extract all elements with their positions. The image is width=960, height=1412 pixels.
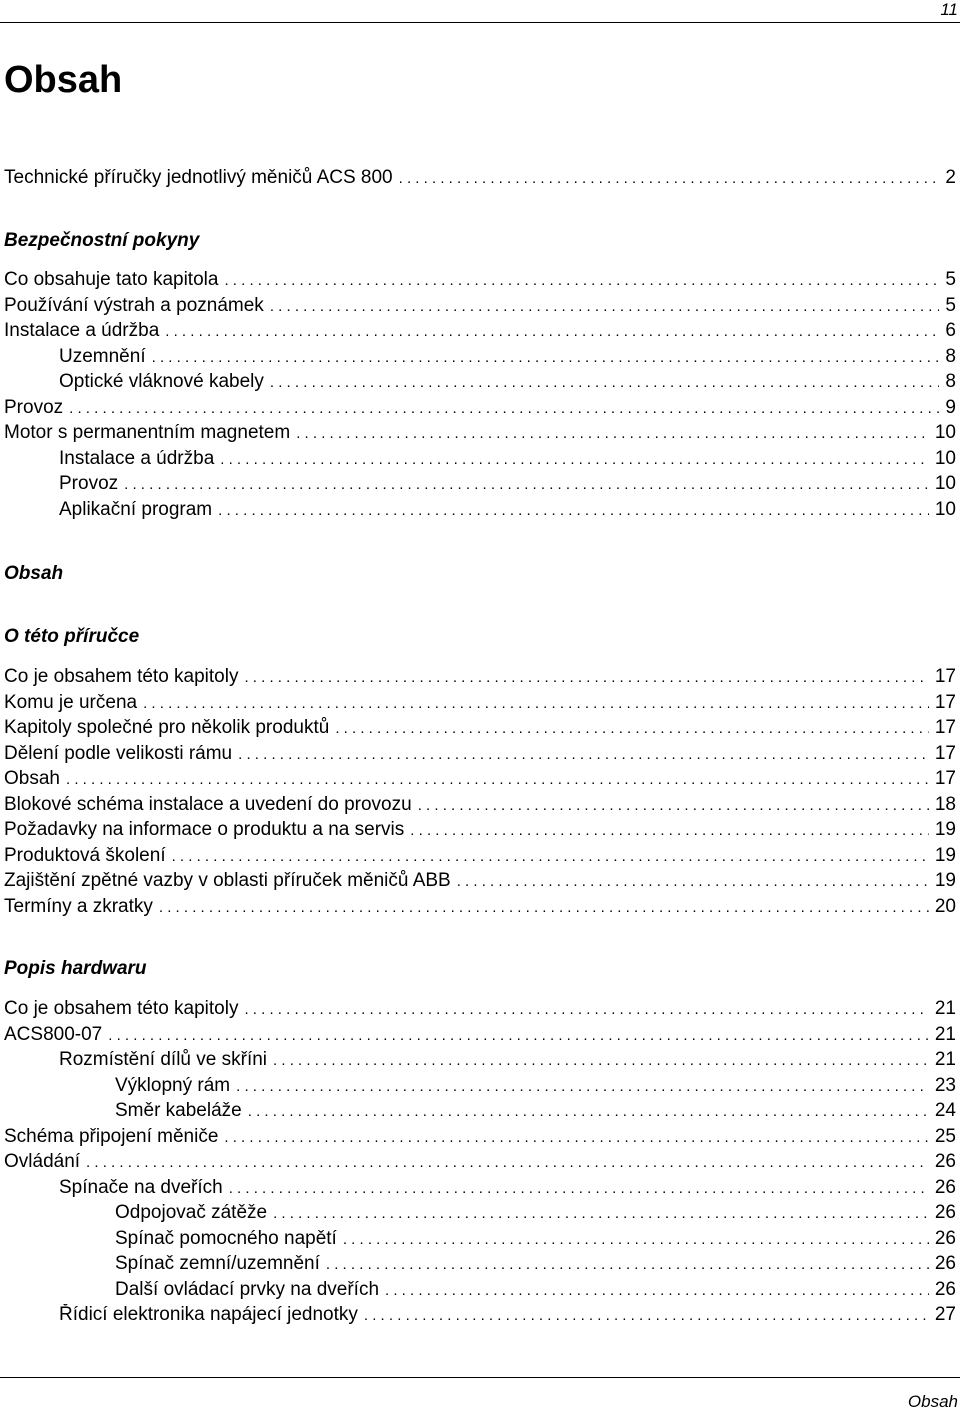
toc-entry-label: Řídicí elektronika napájecí jednotky bbox=[59, 1304, 358, 1325]
toc-entry-label: Spínače na dveřích bbox=[59, 1177, 223, 1198]
toc-entry[interactable] bbox=[4, 794, 956, 816]
toc-entry[interactable] bbox=[59, 1177, 956, 1199]
toc-entry[interactable] bbox=[4, 1151, 956, 1173]
toc-entry-page: 25 bbox=[934, 1126, 956, 1147]
toc-entry-label: Směr kabeláže bbox=[115, 1100, 242, 1121]
toc-entry[interactable] bbox=[59, 1049, 956, 1071]
dot-leader bbox=[273, 1203, 929, 1224]
toc-entry-label: Uzemnění bbox=[59, 346, 146, 367]
dot-leader bbox=[69, 398, 939, 419]
toc-entry-label: Instalace a údržba bbox=[59, 448, 215, 469]
toc-entry-label: Technické příručky jednotlivý měničů ACS 800 bbox=[4, 167, 393, 188]
section-heading: Popis hardwaru bbox=[4, 958, 147, 979]
toc-entry[interactable] bbox=[59, 473, 956, 495]
dot-leader bbox=[244, 667, 928, 688]
toc-entry-page: 8 bbox=[945, 371, 956, 392]
dot-leader bbox=[399, 168, 940, 189]
toc-entry-page: 20 bbox=[934, 896, 956, 917]
dot-leader bbox=[457, 871, 929, 892]
toc-entry-page: 26 bbox=[934, 1279, 956, 1300]
toc-entry-label: Komu je určena bbox=[4, 692, 138, 713]
toc-entry-page: 10 bbox=[934, 422, 956, 443]
toc-entry-label: Provoz bbox=[4, 397, 64, 418]
dot-leader bbox=[108, 1025, 929, 1046]
dot-leader bbox=[364, 1305, 929, 1326]
toc-entry-label: Požadavky na informace o produktu a na servis bbox=[4, 819, 405, 840]
toc-entry[interactable] bbox=[4, 422, 956, 444]
dot-leader bbox=[343, 1229, 929, 1250]
section-heading: O této příručce bbox=[4, 626, 140, 647]
dot-leader bbox=[418, 795, 929, 816]
toc-entry-page: 26 bbox=[934, 1177, 956, 1198]
dot-leader bbox=[218, 500, 929, 521]
toc-entry-label: Dělení podle velikosti rámu bbox=[4, 743, 233, 764]
dot-leader bbox=[220, 449, 929, 470]
dot-leader bbox=[86, 1152, 929, 1173]
toc-entry[interactable] bbox=[4, 295, 956, 317]
toc-entry-page: 23 bbox=[934, 1075, 956, 1096]
toc-entry-label: Co je obsahem této kapitoly bbox=[4, 998, 239, 1019]
toc-entry[interactable] bbox=[4, 1126, 956, 1148]
toc-entry-label: Blokové schéma instalace a uvedení do provozu bbox=[4, 794, 412, 815]
toc-entry-page: 10 bbox=[934, 473, 956, 494]
page-number: 11 bbox=[940, 0, 958, 19]
toc-entry-label: ACS800-07 bbox=[4, 1024, 103, 1045]
toc-entry[interactable] bbox=[4, 998, 956, 1020]
toc-entry-label: Optické vláknové kabely bbox=[59, 371, 264, 392]
dot-leader bbox=[385, 1280, 929, 1301]
toc-entry[interactable] bbox=[59, 499, 956, 521]
header-rule bbox=[0, 22, 960, 23]
toc-entry[interactable] bbox=[59, 371, 956, 393]
toc-entry-label: Aplikační program bbox=[59, 499, 213, 520]
toc-entry-label: Termíny a zkratky bbox=[4, 896, 153, 917]
toc-entry[interactable] bbox=[115, 1279, 956, 1301]
toc-entry-label: Zajištění zpětné vazby v oblasti příruček měničů ABB bbox=[4, 870, 451, 891]
toc-entry-page: 21 bbox=[934, 1024, 956, 1045]
toc-entry[interactable] bbox=[4, 743, 956, 765]
dot-leader bbox=[270, 372, 940, 393]
dot-leader bbox=[224, 1127, 928, 1148]
toc-entry-label: Produktová školení bbox=[4, 845, 166, 866]
toc-entry[interactable] bbox=[115, 1253, 956, 1275]
footer-label: Obsah bbox=[907, 1392, 958, 1411]
toc-entry-page: 26 bbox=[934, 1228, 956, 1249]
toc-entry[interactable] bbox=[4, 666, 956, 688]
toc-entry-label: Spínač pomocného napětí bbox=[115, 1228, 337, 1249]
dot-leader bbox=[326, 1254, 929, 1275]
dot-leader bbox=[229, 1178, 929, 1199]
toc-entry-label: Instalace a údržba bbox=[4, 320, 160, 341]
toc-entry[interactable] bbox=[4, 397, 956, 419]
toc-entry-page: 19 bbox=[934, 845, 956, 866]
toc-entry-page: 26 bbox=[934, 1202, 956, 1223]
toc-entry-label: Rozmístění dílů ve skříni bbox=[59, 1049, 268, 1070]
toc-entry-label: Další ovládací prvky na dveřích bbox=[115, 1279, 380, 1300]
dot-leader bbox=[238, 744, 929, 765]
toc-entry-label: Co obsahuje tato kapitola bbox=[4, 269, 219, 290]
toc-entry[interactable] bbox=[4, 768, 956, 790]
toc-entry-page: 17 bbox=[934, 717, 956, 738]
toc-entry-page: 27 bbox=[934, 1304, 956, 1325]
dot-leader bbox=[165, 321, 939, 342]
toc-entry[interactable] bbox=[59, 346, 956, 368]
dot-leader bbox=[124, 474, 929, 495]
toc-entry-page: 19 bbox=[934, 870, 956, 891]
toc-entry-page: 8 bbox=[945, 346, 956, 367]
dot-leader bbox=[273, 1050, 929, 1071]
page-title: Obsah bbox=[4, 59, 123, 101]
dot-leader bbox=[248, 1101, 929, 1122]
toc-entry-page: 10 bbox=[934, 448, 956, 469]
toc-entry-label: Ovládání bbox=[4, 1151, 81, 1172]
toc-entry-page: 5 bbox=[945, 295, 956, 316]
toc-entry[interactable] bbox=[4, 692, 956, 714]
toc-entry-page: 24 bbox=[934, 1100, 956, 1121]
toc-entry[interactable] bbox=[115, 1075, 956, 1097]
toc-entry-page: 17 bbox=[934, 768, 956, 789]
toc-entry-label: Provoz bbox=[59, 473, 119, 494]
section-heading: Obsah bbox=[4, 563, 64, 584]
toc-entry-page: 5 bbox=[945, 269, 956, 290]
toc-entry-page: 26 bbox=[934, 1253, 956, 1274]
toc-entry-page: 17 bbox=[934, 743, 956, 764]
dot-leader bbox=[143, 693, 929, 714]
dot-leader bbox=[236, 1076, 929, 1097]
toc-entry[interactable] bbox=[115, 1228, 956, 1250]
toc-entry[interactable] bbox=[4, 1024, 956, 1046]
dot-leader bbox=[410, 820, 929, 841]
section-heading: Bezpečnostní pokyny bbox=[4, 230, 200, 251]
toc-entry-page: 19 bbox=[934, 819, 956, 840]
toc-entry-page: 6 bbox=[945, 320, 956, 341]
footer-rule bbox=[0, 1377, 960, 1378]
dot-leader bbox=[296, 423, 929, 444]
toc-entry[interactable] bbox=[115, 1202, 956, 1224]
toc-entry-page: 21 bbox=[934, 1049, 956, 1070]
toc-entry[interactable] bbox=[4, 896, 956, 918]
toc-entry[interactable] bbox=[4, 717, 956, 739]
toc-entry-page: 9 bbox=[945, 397, 956, 418]
toc-entry-label: Výklopný rám bbox=[115, 1075, 231, 1096]
toc-entry-label: Obsah bbox=[4, 768, 60, 789]
dot-leader bbox=[159, 897, 929, 918]
toc-entry-label: Spínač zemní/uzemnění bbox=[115, 1253, 320, 1274]
toc-entry-label: Kapitoly společné pro několik produktů bbox=[4, 717, 330, 738]
dot-leader bbox=[172, 846, 929, 867]
toc-entry-label: Používání výstrah a poznámek bbox=[4, 295, 264, 316]
toc-entry[interactable] bbox=[4, 845, 956, 867]
toc-entry-page: 2 bbox=[945, 167, 956, 188]
toc-entry-page: 17 bbox=[934, 666, 956, 687]
dot-leader bbox=[270, 296, 940, 317]
toc-entry-label: Odpojovač zátěže bbox=[115, 1202, 268, 1223]
dot-leader bbox=[224, 270, 939, 291]
toc-entry-label: Schéma připojení měniče bbox=[4, 1126, 219, 1147]
toc-entry[interactable] bbox=[59, 448, 956, 470]
toc-entry-page: 26 bbox=[934, 1151, 956, 1172]
toc-entry[interactable] bbox=[4, 320, 956, 342]
dot-leader bbox=[66, 769, 929, 790]
toc-entry-page: 17 bbox=[934, 692, 956, 713]
toc-entry-label: Motor s permanentním magnetem bbox=[4, 422, 291, 443]
dot-leader bbox=[335, 718, 929, 739]
dot-leader bbox=[152, 347, 940, 368]
toc-entry-page: 10 bbox=[934, 499, 956, 520]
toc-entry[interactable] bbox=[4, 870, 956, 892]
dot-leader bbox=[244, 999, 928, 1020]
toc-entry[interactable] bbox=[4, 819, 956, 841]
toc-entry[interactable] bbox=[4, 269, 956, 291]
toc-entry[interactable] bbox=[59, 1304, 956, 1326]
toc-entry-page: 18 bbox=[934, 794, 956, 815]
toc-entry[interactable] bbox=[115, 1100, 956, 1122]
toc-entry-label: Co je obsahem této kapitoly bbox=[4, 666, 239, 687]
toc-entry[interactable] bbox=[4, 167, 956, 189]
toc-entry-page: 21 bbox=[934, 998, 956, 1019]
